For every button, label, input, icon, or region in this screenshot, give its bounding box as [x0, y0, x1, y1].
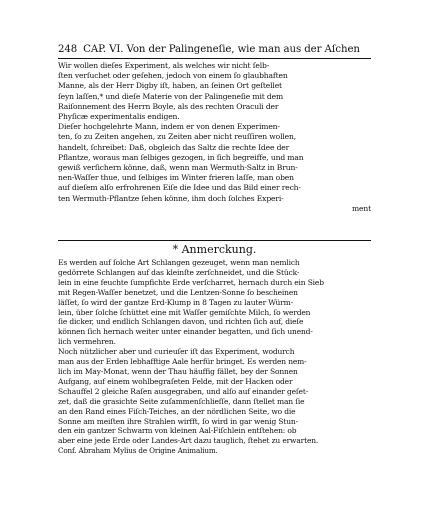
text-line: gewiß verſichern könne, daß, wenn man Wermuth-Saltz in Brun-: [58, 163, 298, 173]
text-line: lich vermehren.: [58, 337, 116, 347]
running-header: [58, 44, 370, 56]
text-line: Aufgang, auf einem wohlbegraſeten Felde, mit der Hacken oder: [58, 376, 293, 386]
text-line: handelt, ſchreibet: Daß, obgleich das Saltz die rechte Idee der: [58, 142, 290, 152]
header-rule: [58, 58, 371, 59]
text-line: ſeyn laſſen,* und dieſe Materie von der Palingeneſie mit dem: [58, 91, 284, 101]
text-line: Pflantze, woraus man ſelbiges gezogen, in ſich begreiffe, und man: [58, 152, 304, 162]
text-line: mit Regen-Waſſer benetzet, und die Lentzen-Sonne ſo bescheinen: [58, 287, 298, 297]
text-line: zet, daß die grasichte Seite zuſammenſchlieſſe, dann ſtellet man ſie: [58, 396, 305, 406]
text-line: Manne, als der Herr Digby iſt, haben, an ſeinen Ort geſtellet: [58, 81, 282, 91]
footnote-rule: [58, 240, 371, 241]
text-line: können ſich hernach weiter unter einander begatten, und ſich unend-: [58, 327, 313, 337]
text-line: Phyſicæ experimentalis endigen.: [58, 112, 180, 122]
citation: Conf. Abraham Mylius de Origine Animalium.: [58, 446, 218, 456]
text-line: lein, über ſolche ſchüttet eine mit Waſſer gemiſchte Milch, ſo werden: [58, 307, 311, 317]
page-number: 248: [58, 44, 78, 55]
note-text: [58, 258, 371, 456]
text-line: läſſet, ſo wird der gantze Erd-Klump in 8 Tagen zu lauter Würm-: [58, 297, 293, 307]
text-line: Schauffel 2 gleiche Raſen ausgegraben, und alſo auf einander geſet-: [58, 386, 309, 396]
text-line: Wir wollen dieſes Experiment, als welches wir nicht ſelb-: [58, 61, 270, 70]
text-line: Es werden auf ſolche Art Schlangen gezeuget, wenn man nemlich: [58, 258, 300, 267]
text-line: Sonne am meiſten ihre Strahlen wirfft, ſo wird in gar wenig Stun-: [58, 416, 298, 426]
main-text: [58, 61, 371, 214]
text-line: ſten verſuchet oder geſehen, jedoch von einem ſo glaubhaften: [58, 71, 288, 81]
text-line: den ein gantzer Schwarm von kleinen Aal-Fiſchlein entſtehen: ob: [58, 426, 297, 436]
text-line: gedörrete Schlangen auf das kleinſte zerſchneidet, und die Stück-: [58, 267, 300, 277]
text-line: Noch nützlicher aber und curieuſer iſt das Experiment, wodurch: [58, 347, 295, 357]
catchword: ment: [351, 203, 371, 213]
text-line: ten, ſo zu Zeiten angehen, zu Zeiten aber nicht reuſſiren wollen,: [58, 132, 296, 142]
text-line: Raiſonnement des Herrn Boyle, als des rechten Oraculi der: [58, 101, 279, 111]
text-line: nen-Waſſer thue, und ſelbiges im Winter frieren laſſe, man oben: [58, 173, 294, 183]
text-line: ſie dicker, und endlich Schlangen davon, und richten ſich auf, dieſe: [58, 317, 304, 327]
note-heading: * Anmerckung.: [172, 243, 257, 256]
text-line: lich im May-Monat, wenn der Thau häuffig fället, bey der Sonnen: [58, 366, 298, 376]
running-title: CAP. VI. Von der Palingeneſie, wie man aus der Aſchen: [83, 44, 360, 55]
text-line: auf dieſem alſo erfrohrenen Eiſe die Idee und das Bild einer rech-: [58, 183, 301, 193]
text-line: an den Rand eines Fiſch-Teiches, an der nördlichen Seite, wo die: [58, 406, 296, 416]
text-line: Dieſer hochgelehrte Mann, indem er von denen Experimen-: [58, 122, 280, 132]
text-line: man aus der Erden lebhafftige Aale herfür bringet. Es werden nem-: [58, 357, 307, 367]
text-line: lein in eine feuchte ſumpfichte Erde verſcharret, hernach durch ein Sieb: [58, 277, 324, 287]
text-line: ten Wermuth-Pflantze ſehen könne, ihm doch ſolches Experi-: [58, 193, 284, 203]
text-line: aber eine jede Erde oder Landes-Art dazu tauglich, ſtehet zu erwarten.: [58, 436, 319, 446]
